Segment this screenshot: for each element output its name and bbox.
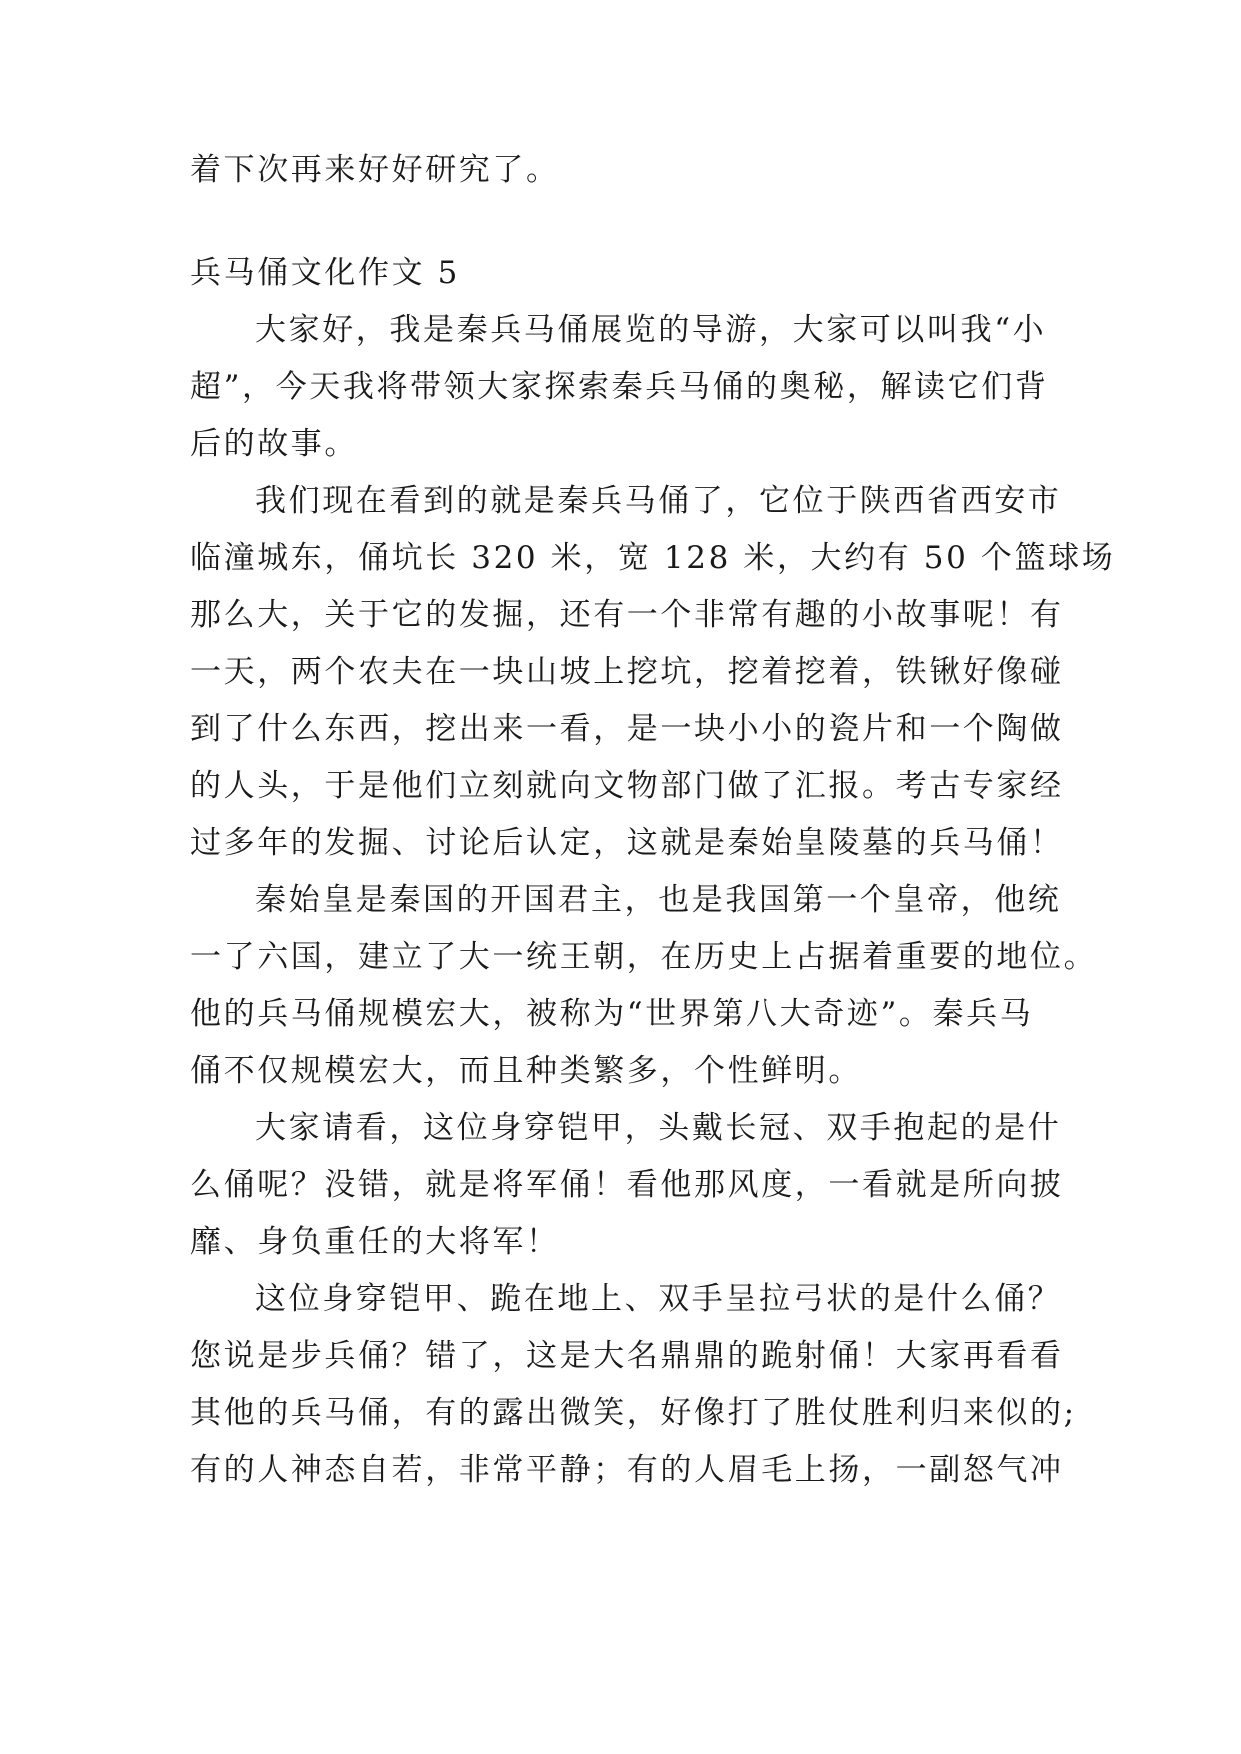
- paragraph-3-line-1: 秦始皇是秦国的开国君主，也是我国第一个皇帝，他统: [255, 882, 1062, 918]
- paragraph-2-line-7: 过多年的发掘、讨论后认定，这就是秦始皇陵墓的兵马俑！: [190, 825, 1064, 861]
- paragraph-1-line-3: 后的故事。: [190, 426, 358, 462]
- paragraph-2-line-4: 一天，两个农夫在一块山坡上挖坑，挖着挖着，铁锹好像碰: [190, 654, 1064, 690]
- paragraph-4-line-3: 靡、身负重任的大将军！: [190, 1224, 560, 1260]
- paragraph-5-line-1: 这位身穿铠甲、跪在地上、双手呈拉弓状的是什么俑？: [255, 1281, 1062, 1317]
- paragraph-3-line-3: 他的兵马俑规模宏大，被称为“世界第八大奇迹”。秦兵马: [190, 996, 1034, 1032]
- paragraph-1-line-2: 超”，今天我将带领大家探索秦兵马俑的奥秘，解读它们背: [190, 369, 1049, 405]
- paragraph-3-line-4: 俑不仅规模宏大，而且种类繁多，个性鲜明。: [190, 1053, 862, 1089]
- section-heading: 兵马俑文化作文 5: [190, 255, 460, 291]
- text-line-continuation: 着下次再来好好研究了。: [190, 152, 560, 188]
- paragraph-5-line-4: 有的人神态自若，非常平静；有的人眉毛上扬，一副怒气冲: [190, 1452, 1064, 1488]
- paragraph-2-line-1: 我们现在看到的就是秦兵马俑了，它位于陕西省西安市: [255, 483, 1062, 519]
- paragraph-2-line-3: 那么大，关于它的发掘，还有一个非常有趣的小故事呢！有: [190, 597, 1064, 633]
- paragraph-2-line-5: 到了什么东西，挖出来一看，是一块小小的瓷片和一个陶做: [190, 711, 1064, 747]
- paragraph-4-line-2: 么俑呢？没错，就是将军俑！看他那风度，一看就是所向披: [190, 1167, 1064, 1203]
- paragraph-2-line-6: 的人头，于是他们立刻就向文物部门做了汇报。考古专家经: [190, 768, 1064, 804]
- paragraph-1-line-1: 大家好，我是秦兵马俑展览的导游，大家可以叫我“小: [255, 312, 1047, 348]
- paragraph-5-line-3: 其他的兵马俑，有的露出微笑，好像打了胜仗胜利归来似的;: [190, 1395, 1077, 1431]
- paragraph-4-line-1: 大家请看，这位身穿铠甲，头戴长冠、双手抱起的是什: [255, 1110, 1062, 1146]
- paragraph-5-line-2: 您说是步兵俑？错了，这是大名鼎鼎的跪射俑！大家再看看: [190, 1338, 1064, 1374]
- paragraph-3-line-2: 一了六国，建立了大一统王朝，在历史上占据着重要的地位。: [190, 939, 1098, 975]
- paragraph-2-line-2: 临潼城东，俑坑长 320 米，宽 128 米，大约有 50 个篮球场: [190, 540, 1116, 576]
